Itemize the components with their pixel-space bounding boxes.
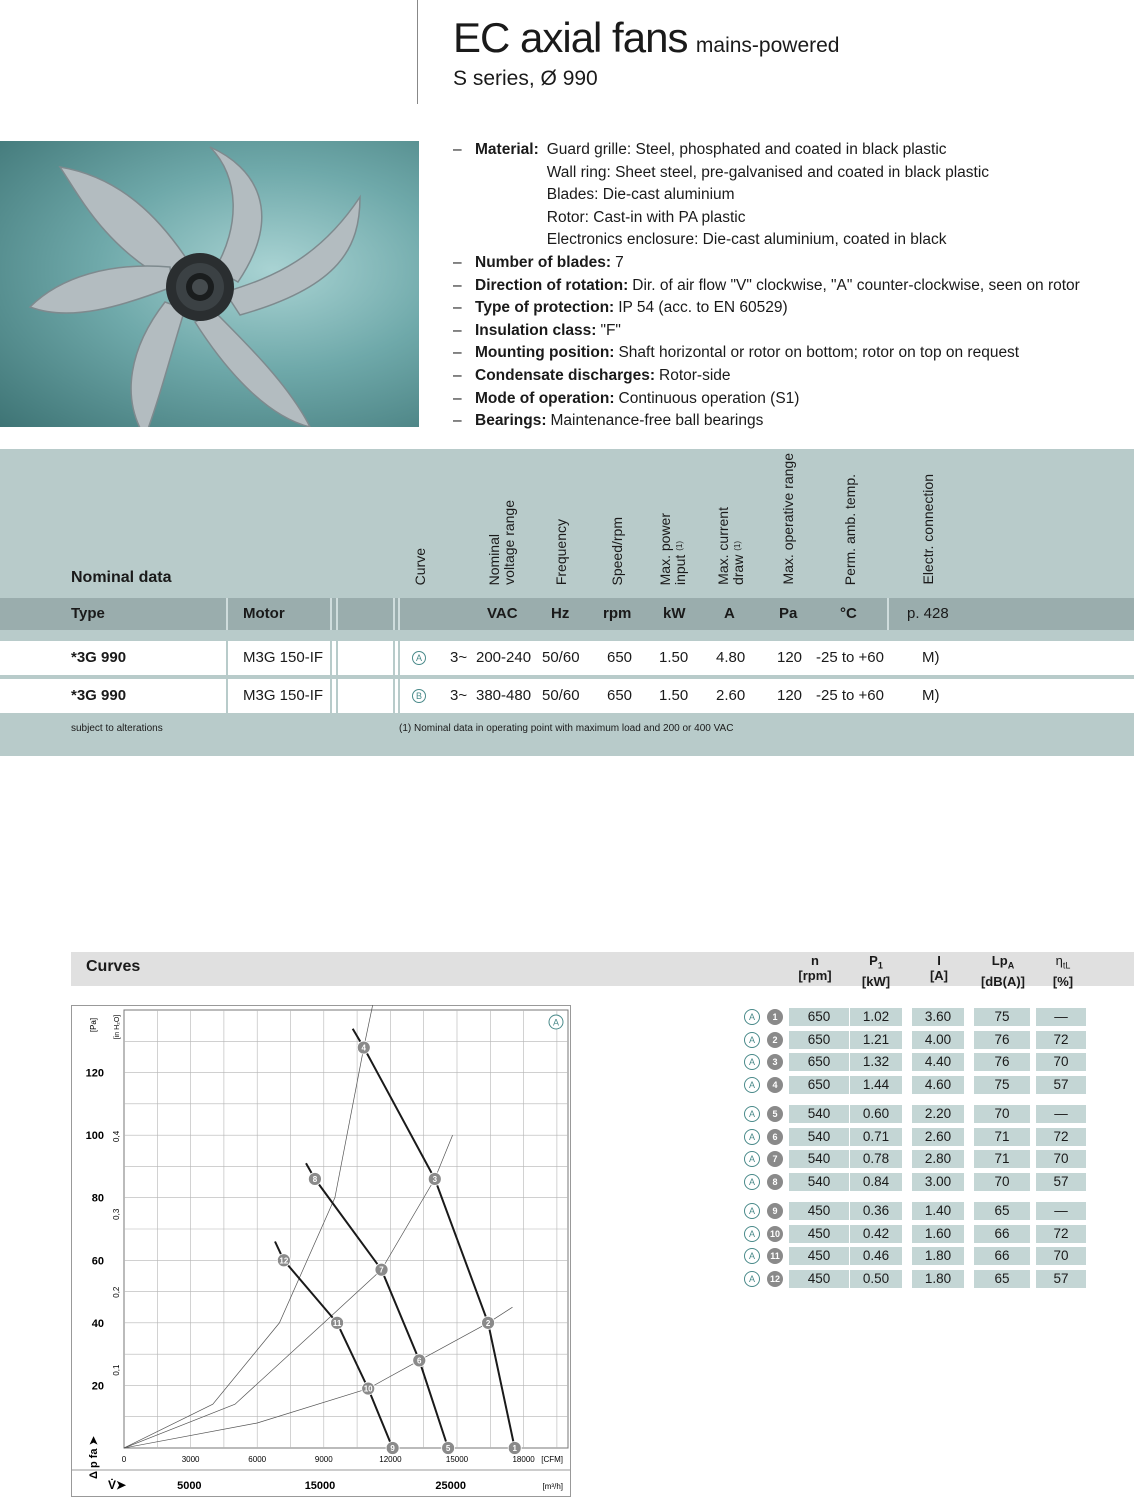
column-divider — [398, 598, 400, 630]
y-tick-label-pa: 80 — [91, 1192, 104, 1205]
fan-illustration — [0, 141, 419, 427]
footnote-nominal: (1) Nominal data in operating point with maximum load and 200 or 400 VAC — [399, 723, 734, 734]
y-tick-label-pa: 20 — [91, 1380, 104, 1393]
table-row — [740, 1270, 1069, 1288]
operating-point-label: 10 — [363, 1384, 373, 1394]
table-cell-lp: 70 — [974, 1105, 1030, 1123]
y-tick-label-pa: 120 — [85, 1067, 104, 1080]
table-row — [740, 1247, 1069, 1265]
point-badge: 6 — [767, 1129, 783, 1145]
material-line: Guard grille: Steel, phosphated and coated in black plastic — [546, 141, 947, 158]
cell-curve — [412, 679, 426, 713]
table-cell-i: 2.80 — [912, 1150, 964, 1168]
table-cell-eta: 57 — [1036, 1270, 1086, 1288]
table-cell-n: 540 — [789, 1105, 849, 1123]
spec-list — [453, 139, 1080, 433]
table-cell-lp: 71 — [974, 1150, 1030, 1168]
column-divider — [226, 598, 228, 630]
nominal-data-title: Nominal data — [71, 569, 172, 586]
cell-temp: -25 to +60 — [816, 687, 884, 704]
x-tick-label-cfm: 6000 — [248, 1455, 267, 1464]
cell-pressure: 120 — [777, 649, 803, 666]
table-cell-lp: 65 — [974, 1270, 1030, 1288]
header-current-1: Max. current — [715, 507, 731, 585]
material-line: Wall ring: Sheet steel, pre-galvanised and coated in black plastic — [546, 163, 990, 181]
unit-degc: °C — [840, 605, 857, 622]
unit-pa: Pa — [779, 605, 798, 622]
table-cell-n: 450 — [789, 1247, 849, 1265]
table-cell-eta: 57 — [1036, 1076, 1086, 1094]
curves-title: Curves — [86, 958, 141, 975]
point-badge: 11 — [767, 1248, 783, 1264]
operating-point-label: 9 — [390, 1444, 395, 1453]
table-row — [740, 1128, 1069, 1146]
spec-item: – Condensate discharges: Rotor-side — [453, 366, 731, 384]
table-cell-p1: 0.78 — [850, 1150, 902, 1168]
y-tick-label-pa: 100 — [85, 1130, 104, 1143]
table-cell-eta: 72 — [1036, 1031, 1086, 1049]
fan-blade — [30, 266, 172, 313]
title-suffix: mains-powered — [695, 34, 840, 57]
point-badge: 2 — [767, 1032, 783, 1048]
table-cell-n: 450 — [789, 1225, 849, 1243]
table-cell-lp: 76 — [974, 1031, 1030, 1049]
table-cell-lp: 66 — [974, 1247, 1030, 1265]
spec-item: – Bearings: Maintenance-free ball bearings — [453, 412, 764, 430]
point-badge: 1 — [767, 1009, 783, 1025]
table-row — [740, 1202, 1068, 1220]
column-divider — [330, 598, 332, 630]
operating-point-label: 1 — [512, 1444, 517, 1453]
col-lp: $Lp_A$ [dB(A)] — [980, 953, 1026, 989]
operating-point-label: 6 — [417, 1356, 422, 1366]
header-curve: Curve — [412, 547, 428, 585]
operating-point-label: 8 — [312, 1174, 318, 1184]
curve-a-badge: A — [412, 651, 426, 665]
curve-badge: A — [744, 1077, 760, 1093]
table-cell-lp: 71 — [974, 1128, 1030, 1146]
header-power-1: Max. power — [657, 512, 673, 585]
cell-phase: 3~ — [450, 649, 468, 666]
col-i: I [A] — [929, 953, 949, 983]
cell-speed: 650 — [607, 687, 633, 704]
cell-type: *3G 990 — [71, 649, 127, 666]
y-tick-label-pa: 40 — [91, 1317, 104, 1330]
spec-material: – Material: Guard grille: Steel, phosphated and coated in black plastic Wall ring: Sheet steel, pre-galvanised and coated in black plastic Blades: Die-cast aluminium Rotor: Cast-in with PA plastic Electronics enclosure: Die-cast aluminium, coated in black — [453, 139, 1080, 252]
table-row — [740, 1150, 1069, 1168]
operating-point-label: 3 — [432, 1174, 438, 1184]
operating-point-label: 12 — [279, 1256, 289, 1266]
table-cell-p1: 0.71 — [850, 1128, 902, 1146]
header-temp: Perm. amb. temp. — [842, 473, 858, 585]
table-cell-n: 540 — [789, 1173, 849, 1191]
table-cell-lp: 75 — [974, 1008, 1030, 1026]
series-subtitle: S series, Ø 990 — [453, 67, 598, 90]
point-badge: 12 — [767, 1271, 783, 1287]
fan-curve-chart — [71, 1005, 571, 1497]
header-divider — [417, 0, 418, 104]
col-eta: $\eta_{tL}$ [%] — [1052, 953, 1074, 989]
y-unit-pa: [Pa] — [89, 1017, 98, 1033]
table-cell-p1: 1.32 — [850, 1053, 902, 1071]
operating-point-label: 4 — [361, 1043, 366, 1053]
y-unit-inh2o: [in H₂O] — [114, 1014, 121, 1040]
table-row — [740, 1173, 1069, 1191]
fan-blade — [195, 312, 310, 427]
fan-blade — [131, 302, 185, 427]
curve-badge: A — [744, 1174, 760, 1190]
table-cell-eta: 72 — [1036, 1128, 1086, 1146]
operating-point-label: 5 — [445, 1444, 451, 1453]
cell-power: 1.50 — [659, 649, 689, 666]
table-cell-n: 650 — [789, 1031, 849, 1049]
curve-badge: A — [744, 1248, 760, 1264]
cell-type: *3G 990 — [71, 687, 127, 704]
table-cell-eta: 70 — [1036, 1247, 1086, 1265]
table-cell-p1: 0.60 — [850, 1105, 902, 1123]
table-cell-p1: 1.21 — [850, 1031, 902, 1049]
table-cell-p1: 0.36 — [850, 1202, 902, 1220]
cell-motor: M3G 150-IF — [243, 649, 324, 666]
table-cell-p1: 0.84 — [850, 1173, 902, 1191]
x-unit-m3h: [m³/h] — [542, 1482, 563, 1491]
x-tick-label-cfm: 18000 — [512, 1455, 535, 1464]
spec-item: – Number of blades: 7 — [453, 253, 624, 271]
header-speed: Speed/rpm — [609, 516, 625, 585]
column-divider — [887, 598, 889, 630]
table-cell-n: 650 — [789, 1053, 849, 1071]
table-cell-eta: 72 — [1036, 1225, 1086, 1243]
x-tick-label-cfm: 9000 — [314, 1455, 333, 1464]
cell-current: 2.60 — [716, 687, 746, 704]
table-cell-n: 650 — [789, 1008, 849, 1026]
table-cell-i: 4.00 — [912, 1031, 964, 1049]
y-tick-label-inh2o: 0,2 — [112, 1286, 121, 1298]
curve-badge: A — [744, 1271, 760, 1287]
table-row — [740, 1105, 1068, 1123]
table-cell-n: 540 — [789, 1128, 849, 1146]
table-cell-i: 2.60 — [912, 1128, 964, 1146]
x-tick-label-m3h: 15000 — [304, 1480, 336, 1492]
cell-power: 1.50 — [659, 687, 689, 704]
table-cell-i: 1.60 — [912, 1225, 964, 1243]
x-axis-symbol: V̇➤ — [108, 1478, 127, 1492]
col-p1: $P_1$ [kW] — [861, 953, 891, 989]
table-cell-lp: 76 — [974, 1053, 1030, 1071]
table-cell-p1: 0.46 — [850, 1247, 902, 1265]
unit-type: Type — [71, 605, 105, 622]
header-pressure: Max. operative range — [780, 453, 796, 585]
point-badge: 9 — [767, 1203, 783, 1219]
curve-badge: A — [744, 1129, 760, 1145]
unit-motor: Motor — [243, 605, 285, 622]
table-cell-n: 450 — [789, 1270, 849, 1288]
footnote-alterations: subject to alterations — [71, 723, 163, 734]
spec-item: – Insulation class: "F" — [453, 321, 621, 339]
table-cell-lp: 66 — [974, 1225, 1030, 1243]
point-badge: 7 — [767, 1151, 783, 1167]
table-cell-i: 3.60 — [912, 1008, 964, 1026]
table-row — [0, 679, 1134, 713]
cell-voltage: 200-240 — [476, 649, 532, 666]
table-cell-eta: — — [1036, 1105, 1086, 1123]
header-power-2: input (1) — [672, 540, 688, 585]
curve-badge: A — [744, 1203, 760, 1219]
y-axis-symbol: Δ p fa ➤ — [88, 1436, 100, 1479]
cell-speed: 650 — [607, 649, 633, 666]
column-divider — [393, 598, 395, 630]
cell-curve — [412, 641, 426, 675]
fan-photo — [0, 141, 419, 427]
table-cell-p1: 0.50 — [850, 1270, 902, 1288]
table-row — [740, 1031, 1069, 1049]
cell-frequency: 50/60 — [542, 687, 580, 704]
table-cell-lp: 70 — [974, 1173, 1030, 1191]
curve-badge: A — [744, 1226, 760, 1242]
unit-page-ref: p. 428 — [907, 605, 949, 622]
point-badge: 5 — [767, 1106, 783, 1122]
table-row — [740, 1053, 1069, 1071]
unit-hz: Hz — [551, 605, 570, 622]
column-divider — [336, 598, 338, 630]
point-badge: 3 — [767, 1054, 783, 1070]
curve-badge: A — [744, 1054, 760, 1070]
cell-phase: 3~ — [450, 687, 468, 704]
table-cell-p1: 1.44 — [850, 1076, 902, 1094]
table-cell-lp: 75 — [974, 1076, 1030, 1094]
spec-item: – Mounting position: Shaft horizontal or rotor on bottom; rotor on top on request — [453, 344, 1020, 362]
table-cell-p1: 0.42 — [850, 1225, 902, 1243]
header-current-2: draw (1) — [730, 540, 746, 585]
unit-a: A — [724, 605, 735, 622]
spec-item: – Mode of operation: Continuous operation (S1) — [453, 389, 800, 407]
table-cell-i: 3.00 — [912, 1173, 964, 1191]
fan-blade — [60, 167, 192, 282]
curve-badge: A — [744, 1151, 760, 1167]
cell-motor: M3G 150-IF — [243, 687, 324, 704]
table-cell-i: 2.20 — [912, 1105, 964, 1123]
header-connection: Electr. connection — [920, 474, 936, 585]
x-tick-label-m3h: 5000 — [177, 1480, 202, 1492]
table-cell-eta: 70 — [1036, 1053, 1086, 1071]
header-voltage-1: Nominal — [486, 533, 502, 585]
table-cell-i: 4.40 — [912, 1053, 964, 1071]
x-tick-label-cfm: 15000 — [445, 1455, 469, 1464]
cell-frequency: 50/60 — [542, 649, 580, 666]
y-tick-label-inh2o: 0,3 — [112, 1208, 121, 1220]
title-main: EC axial fans — [453, 14, 688, 61]
page-title — [453, 14, 839, 62]
point-badge: 10 — [767, 1226, 783, 1242]
material-line: Blades: Die-cast aluminium — [546, 186, 735, 204]
spec-item: – Type of protection: IP 54 (acc. to EN 60529) — [453, 299, 788, 317]
unit-kw: kW — [663, 605, 686, 622]
x-tick-label-cfm: 12000 — [379, 1455, 402, 1464]
table-cell-eta: 70 — [1036, 1150, 1086, 1168]
x-tick-label-cfm: 3000 — [181, 1455, 200, 1464]
table-cell-n: 540 — [789, 1150, 849, 1168]
table-cell-i: 1.40 — [912, 1202, 964, 1220]
chart-curve-badge-label: A — [552, 1017, 560, 1028]
table-row — [740, 1008, 1068, 1026]
x-unit-cfm: [CFM] — [541, 1455, 563, 1464]
curve-badge: A — [744, 1009, 760, 1025]
table-cell-lp: 65 — [974, 1202, 1030, 1220]
cell-temp: -25 to +60 — [816, 649, 884, 666]
y-tick-label-inh2o: 0,4 — [112, 1130, 121, 1142]
operating-point-label: 7 — [379, 1265, 384, 1275]
x-tick-label-cfm: 0 — [121, 1455, 127, 1464]
y-tick-label-inh2o: 0,1 — [112, 1364, 121, 1376]
header-frequency: Frequency — [553, 518, 569, 585]
table-cell-eta: 57 — [1036, 1173, 1086, 1191]
unit-vac: VAC — [487, 605, 518, 622]
table-row — [0, 641, 1134, 675]
header-voltage-2: voltage range — [501, 500, 517, 585]
spec-item: – Direction of rotation: Dir. of air flow "V" clockwise, "A" counter-clockwise, seen on rotor — [453, 276, 1080, 294]
material-line: Rotor: Cast-in with PA plastic — [546, 208, 746, 226]
table-cell-i: 4.60 — [912, 1076, 964, 1094]
cell-voltage: 380-480 — [476, 687, 532, 704]
cell-pressure: 120 — [777, 687, 803, 704]
cell-connection: M) — [922, 687, 940, 704]
material-line: Electronics enclosure: Die-cast aluminium, coated in black — [546, 231, 947, 249]
table-row — [740, 1225, 1069, 1243]
table-row — [740, 1076, 1069, 1094]
y-tick-label-pa: 60 — [91, 1255, 104, 1268]
operating-point-label: 11 — [332, 1318, 342, 1328]
table-cell-p1: 1.02 — [850, 1008, 902, 1026]
cell-current: 4.80 — [716, 649, 746, 666]
unit-rpm: rpm — [603, 605, 632, 622]
table-cell-n: 650 — [789, 1076, 849, 1094]
point-badge: 8 — [767, 1174, 783, 1190]
table-cell-eta: — — [1036, 1202, 1086, 1220]
table-cell-n: 450 — [789, 1202, 849, 1220]
operating-point-label: 2 — [485, 1318, 491, 1328]
curve-b-badge: B — [412, 689, 426, 703]
table-cell-i: 1.80 — [912, 1270, 964, 1288]
x-tick-label-m3h: 25000 — [435, 1480, 466, 1492]
curve-badge: A — [744, 1106, 760, 1122]
table-cell-eta: — — [1036, 1008, 1086, 1026]
col-n: n [rpm] — [798, 953, 832, 983]
cell-connection: M) — [922, 649, 940, 666]
curve-badge: A — [744, 1032, 760, 1048]
point-badge: 4 — [767, 1077, 783, 1093]
table-cell-i: 1.80 — [912, 1247, 964, 1265]
